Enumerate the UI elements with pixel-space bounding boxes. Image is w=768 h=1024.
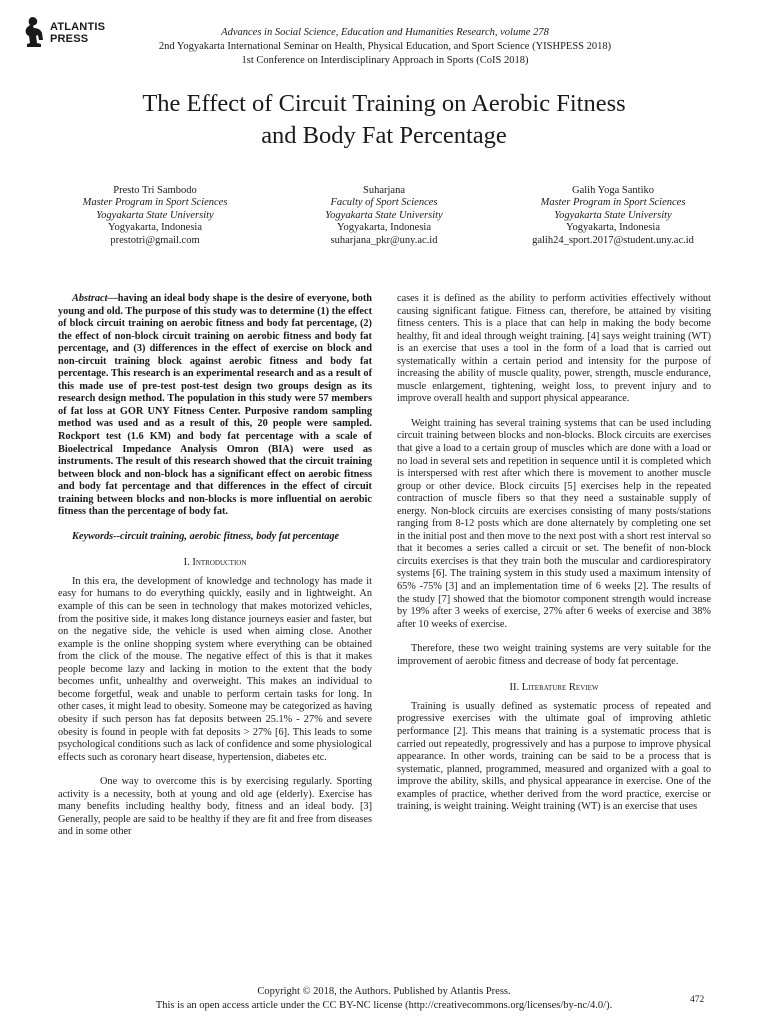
author-university: Yogyakarta State University <box>554 209 672 221</box>
author-affiliation: Faculty of Sport Sciences <box>330 197 438 209</box>
section-heading-introduction: I. Introduction <box>183 557 247 569</box>
conference-line-1: 2nd Yogyakarta International Seminar on Health, Physical Education, and Sport Science (YISHPESS 2018) <box>158 41 612 52</box>
paragraph: Weight training has several training systems that can be used including circuit training between blocks and non-blocks. Block circuits are exercises that give a load to a certain group of muscles which are done with a load or no load in several sets and repetition in sequence until it is completed which is interspersed with rest after which there is movement to another muscle group or other device. Block circuits [5] exercises help in the repeated contraction of muscle fibers so that they need a sustainable supply of energy. Non-block circuits are exercises consisting of many posts/stations ranging from 8-12 posts which are done alternately by completing one set in the initial post and then move to the next post with a short rest interval so that it becomes a series called a circuit or set. The benefit of non-block circuits exercises is that they train both the muscular and cardiorespiratory systems [6]. The training system in this study used a maximum intensity of 65% -75% [3] and an implementation time of 6 weeks [2]. The results of the study [7] showed that the biomotor component strength would increase by 19% after 3 weeks of exercise, 27% after 6 weeks of exercise and 38% after 10 weeks of exercise. <box>397 417 711 630</box>
logo-line-2: PRESS <box>50 33 89 45</box>
paragraph: Training is usually defined as systematic process of repeated and progressive exercises with the ultimate goal of improving athletic performance [2]. This means that training is a systematic process that is carried out repeatedly, progressively and has a purpose to improve physical appearance. In other words, training can be said to be a process that is systematic, planned, programmed, measured and organized with a goal to improve the ability, skills, and physical appearance in exercise. One of the examples of practice, whether derived from the word practice, exercise or training, is weight training. Weight training (WT) is an exercise that uses <box>397 700 711 813</box>
author-block <box>269 185 499 247</box>
copyright-line: Copyright © 2018, the Authors. Published by Atlantis Press. <box>257 986 511 997</box>
paragraph: Therefore, these two weight training systems are very suitable for the improvement of aerobic fitness and decrease of body fat percentage. <box>397 643 711 667</box>
conference-line-2: 1st Conference on Interdisciplinary Approach in Sports (CoIS 2018) <box>241 55 529 66</box>
atlantis-press-logo <box>18 14 128 54</box>
thinker-icon <box>18 14 48 48</box>
page-number: 472 <box>690 995 705 1005</box>
author-email[interactable]: galih24_sport.2017@student.uny.ac.id <box>532 234 694 246</box>
author-name: Presto Tri Sambodo <box>113 185 197 196</box>
title-line-2: and Body Fat Percentage <box>261 122 507 149</box>
paragraph: In this era, the development of knowledge and technology has made it easy for humans to do everything quickly, easily and in lightweight. An example of this can be seen in technology that makes motorized vehicles, from the positive side, it makes long distance journeys easier and faster, but on the negative side, the vehicle is used when aiming close. Another example is the online shopping system where everything can be obtained from the click of the mouse. The negative effect of this is that it makes people become lazy and lacking in motion to the extent that the body becomes unfit, unhealthy and overweight. This makes an individual to become forgetful, weak and unable to perform certain tasks for long. In other cases, it might lead to obesity. Someone may be categorized as having obesity if such person has fat deposits between 25.1% - 27% and severe obesity is found in people with fat deposits > 27% [6]. This leads to some psychological conditions such as lack of confidence and some physiological effects such as coronary heart disease, hypertension, diabetes etc. <box>58 575 372 763</box>
author-affiliation: Master Program in Sport Sciences <box>82 197 228 209</box>
author-name: Suharjana <box>363 185 405 196</box>
section-heading-literature-review: II. Literature Review <box>509 682 599 694</box>
logo-line-1: ATLANTIS <box>50 21 106 33</box>
abstract <box>58 293 372 519</box>
author-location: Yogyakarta, Indonesia <box>108 222 202 234</box>
volume-info: Advances in Social Science, Education and Humanities Research, volume 278 <box>221 27 549 38</box>
author-block <box>40 185 270 247</box>
abstract-text: —having an ideal body shape is the desire of everyone, both young and old. The purpose of this study was to determine (1) the effect of block circuit training on aerobic fitness and body fat percentage, (2) the effect of non-block circuit training on aerobic fitness and body fat percentage, and (3) differences in the effect of exercise on block and non-circuit training block against aerobic fitness and body fat percentage. This research is an experimental research and as a result of this made use of pre-test post-test design two groups design as its research design method. The population in this study were 57 members of fat loss at GOR UNY Fitness Center. Purposive random sampling method was used and as a result of this, 20 people were sampled. Rockport test (1.6 KM) and body fat percentage with a scale of Bioelectrical Impedance Analysis Omron (BIA) were used as instruments. The result of this research showed that the circuit training between block and non-block has a significant effect on aerobic fitness and body fat percentage and that differences in the effect of circuit training between blocks and non-blocks is more influential on aerobic fitness than the percentage of body fat. <box>58 293 372 518</box>
right-column <box>397 293 711 814</box>
author-location: Yogyakarta, Indonesia <box>337 222 431 234</box>
abstract-label: Abstract <box>72 293 108 304</box>
license-line: This is an open access article under the CC BY-NC license (http://creativecommons.org/licenses/by-nc/4.0/). <box>155 1000 613 1011</box>
paragraph: One way to overcome this is by exercising regularly. Sporting activity is a necessity, both at young and old age (elderly). Exercise has many benefits including healthy body, fitness and an ideal body. [3] Generally, people are said to be healthy if they are fit and free from diseases and in some other <box>58 776 372 838</box>
author-university: Yogyakarta State University <box>96 209 214 221</box>
footer <box>90 985 678 1013</box>
author-affiliation: Master Program in Sport Sciences <box>540 197 686 209</box>
author-university: Yogyakarta State University <box>325 209 443 221</box>
author-email[interactable]: suharjana_pkr@uny.ac.id <box>330 234 438 246</box>
paragraph: cases it is defined as the ability to perform activities effectively without causing significant fatigue. Fitness can, therefore, be attained by visiting fitness centers. This is a place that can help in making the body become healthy, fit and ideal through weight training. [4] says weight training (WT) is an exercise that uses a tool in the form of a load that is carried out systematically within a certain period and intensity for the purpose of increasing the ability of muscle quality, power, strength, muscle endurance, muscle enlargement, tightening, weight loss, to prevent injury and to improve overall health and support physical appearance. <box>397 293 711 405</box>
conference-header <box>130 26 640 68</box>
left-column <box>58 293 372 839</box>
author-location: Yogyakarta, Indonesia <box>566 222 660 234</box>
author-name: Galih Yoga Santiko <box>572 185 654 196</box>
keywords: Keywords--circuit training, aerobic fitness, body fat percentage <box>72 530 340 542</box>
author-email[interactable]: prestotri@gmail.com <box>110 234 200 246</box>
author-block <box>498 185 728 247</box>
title-line-1: The Effect of Circuit Training on Aerobic Fitness <box>142 90 626 117</box>
paper-title <box>40 88 728 152</box>
